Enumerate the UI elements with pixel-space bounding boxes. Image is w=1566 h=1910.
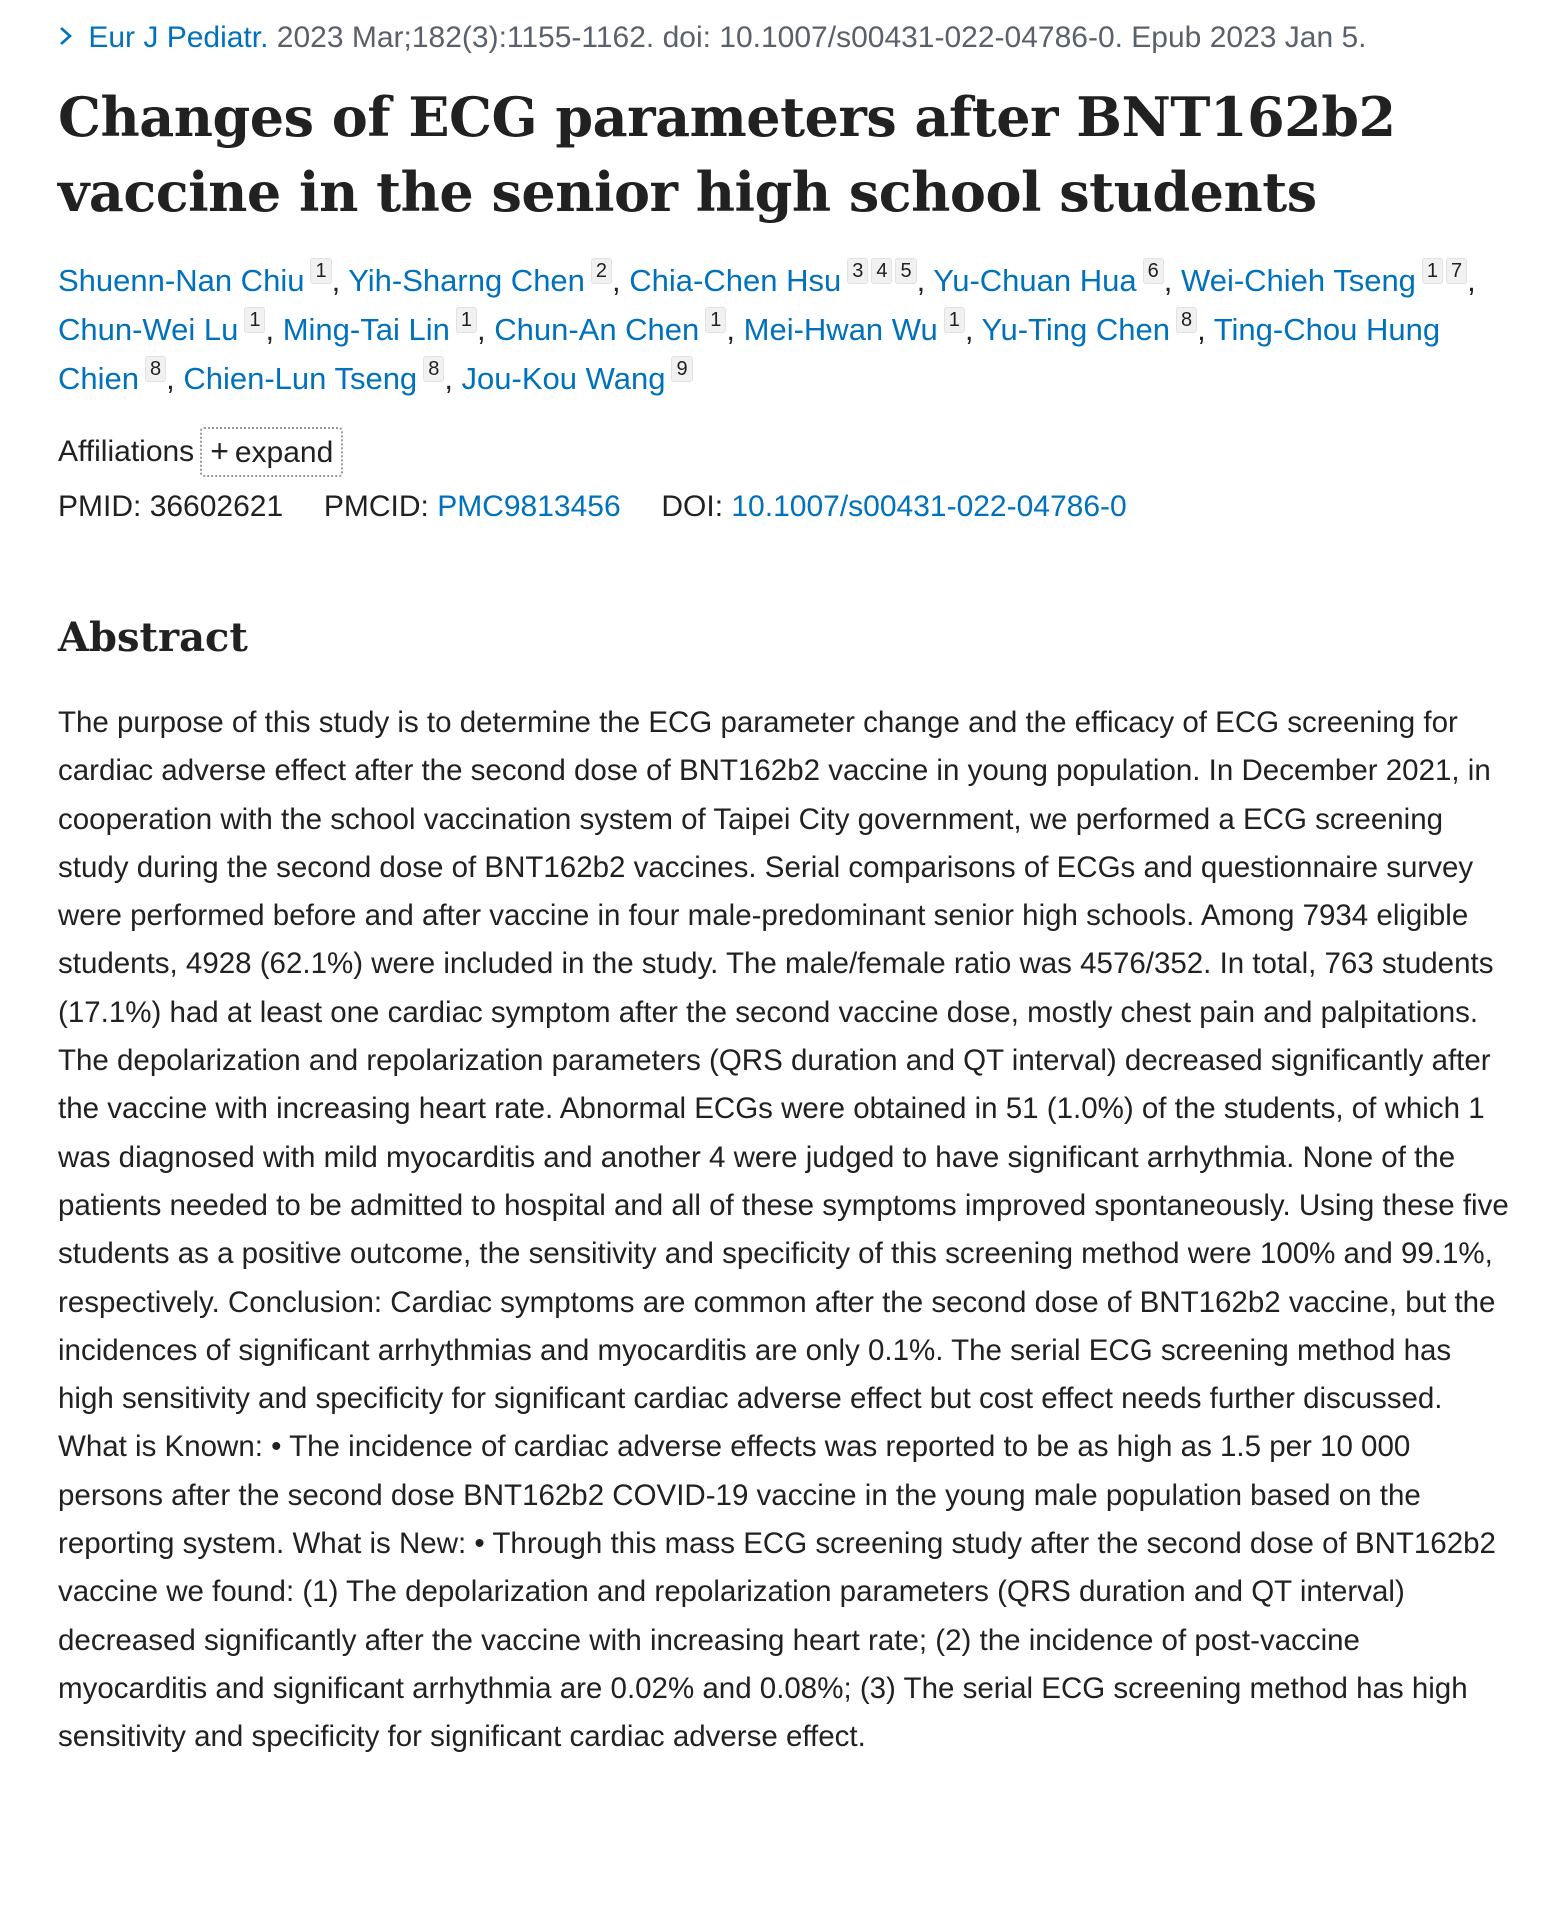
affiliation-number[interactable]: 8	[145, 356, 166, 382]
affiliation-number[interactable]: 1	[1422, 258, 1443, 284]
abstract-heading: Abstract	[58, 614, 248, 661]
affiliation-number[interactable]: 6	[1143, 258, 1164, 284]
affiliation-number[interactable]: 5	[895, 258, 916, 284]
doi-link[interactable]: 10.1007/s00431-022-04786-0	[731, 490, 1127, 523]
pmcid-link[interactable]: PMC9813456	[437, 490, 621, 523]
author-link[interactable]: Yih-Sharng Chen	[348, 263, 585, 298]
citation-details: 2023 Mar;182(3):1155-1162. doi: 10.1007/s00431-022-04786-0. Epub 2023 Jan 5.	[276, 21, 1367, 54]
author-separator: ,	[1467, 263, 1476, 298]
affiliation-number[interactable]: 7	[1446, 258, 1467, 284]
abstract-text: The purpose of this study is to determine the ECG parameter change and the efficacy of ECG screening for cardiac adverse effect after the second dose of BNT162b2 vaccine in young population. In December 2021, in cooperation with the school vaccination system of Taipei City government, we performed a ECG screening study during the second dose of BNT162b2 vaccines. Serial comparisons of ECGs and questionnaire survey were performed before and after vaccine in four male-predominant senior high schools. Among 7934 eligible students, 4928 (62.1%) were included in the study. The male/female ratio was 4576/352. In total, 763 students (17.1%) had at least one cardiac symptom after the second vaccine dose, mostly chest pain and palpitations. The depolarization and repolarization parameters (QRS duration and QT interval) decreased significantly after the vaccine with increasing heart rate. Abnormal ECGs were obtained in 51 (1.0%) of the students, of which 1 was diagnosed with mild myocarditis and another 4 were judged to have significant arrhythmia. None of the patients needed to be admitted to hospital and all of these symptoms improved spontaneously. Using these five students as a positive outcome, the sensitivity and specificity of this screening method were 100% and 99.1%, respectively. Conclusion: Cardiac symptoms are common after the second dose of BNT162b2 vaccine, but the incidences of significant arrhythmias and myocarditis are only 0.1%. The serial ECG screening method has high sensitivity and specificity for significant cardiac adverse effect but cost effect needs further discussed. What is Known: • The incidence of cardiac adverse effects was reported to be as high as 1.5 per 10 000 persons after the second dose BNT162b2 COVID-19 vaccine in the young male population based on the reporting system. What is New: • Through this mass ECG screening study after the second dose of BNT162b2 vaccine we found: (1) The depolarization and repolarization parameters (QRS duration and QT interval) decreased significantly after the vaccine with increasing heart rate; (2) the incidence of post-vaccine myocarditis and significant arrhythmia are 0.02% and 0.08%; (3) The serial ECG screening method has high sensitivity and specificity for significant cardiac adverse effect.	[58, 706, 1509, 1754]
expand-affiliations-button[interactable]	[200, 427, 343, 477]
author-separator: ,	[265, 312, 283, 347]
author-link[interactable]: Wei-Chieh Tseng	[1181, 263, 1416, 298]
author-link[interactable]: Ting-Chou Hung Chien	[58, 312, 1441, 396]
journal-link[interactable]: Eur J Pediatr.	[88, 21, 269, 54]
citation-line	[58, 18, 1526, 58]
pmid-label: PMID:	[58, 490, 142, 523]
author-link[interactable]: Chien-Lun Tseng	[183, 361, 418, 396]
affiliation-number[interactable]: 1	[944, 307, 965, 333]
affiliation-number[interactable]: 1	[244, 307, 265, 333]
author-link[interactable]: Shuenn-Nan Chiu	[58, 263, 305, 298]
author-link[interactable]: Chun-An Chen	[494, 312, 700, 347]
author-link[interactable]: Chia-Chen Hsu	[629, 263, 842, 298]
affiliation-number[interactable]: 8	[1176, 307, 1197, 333]
doi-label: DOI:	[661, 490, 724, 523]
author-link[interactable]: Chun-Wei Lu	[58, 312, 239, 347]
author-link[interactable]: Ming-Tai Lin	[282, 312, 450, 347]
affiliation-number[interactable]: 1	[705, 307, 726, 333]
affiliation-number[interactable]: 1	[456, 307, 477, 333]
pmcid-label: PMCID:	[323, 490, 429, 523]
author-separator: ,	[166, 361, 184, 396]
author-separator: ,	[476, 312, 495, 347]
author-separator: ,	[612, 263, 630, 298]
affiliation-number[interactable]: 2	[591, 258, 612, 284]
author-separator: ,	[331, 263, 349, 298]
author-separator: ,	[964, 312, 982, 347]
author-separator: ,	[916, 263, 934, 298]
author-link[interactable]: Jou-Kou Wang	[461, 361, 666, 396]
author-separator: ,	[1163, 263, 1181, 298]
author-link[interactable]: Yu-Chuan Hua	[933, 263, 1137, 298]
pmid-value: 36602621	[149, 490, 284, 523]
chevron-right-icon[interactable]	[58, 18, 80, 58]
author-link[interactable]: Mei-Hwan Wu	[743, 312, 938, 347]
author-link[interactable]: Yu-Ting Chen	[981, 312, 1170, 347]
author-separator: ,	[444, 361, 462, 396]
author-separator: ,	[726, 312, 744, 347]
affiliation-number[interactable]: 8	[423, 356, 444, 382]
plus-icon: +	[210, 433, 229, 469]
affiliation-number[interactable]: 9	[671, 356, 692, 382]
affiliations-row	[58, 427, 1526, 477]
affiliation-number[interactable]: 1	[310, 258, 331, 284]
identifiers-row	[58, 485, 1526, 529]
author-separator: ,	[1197, 312, 1214, 347]
affiliation-number[interactable]: 4	[871, 258, 892, 284]
affiliation-number[interactable]: 3	[847, 258, 868, 284]
expand-label: expand	[234, 436, 334, 469]
article-title: Changes of ECG parameters after BNT162b2 vaccine in the senior high school students	[58, 85, 1396, 224]
affiliations-label: Affiliations	[58, 435, 195, 468]
authors-list	[58, 256, 1526, 403]
